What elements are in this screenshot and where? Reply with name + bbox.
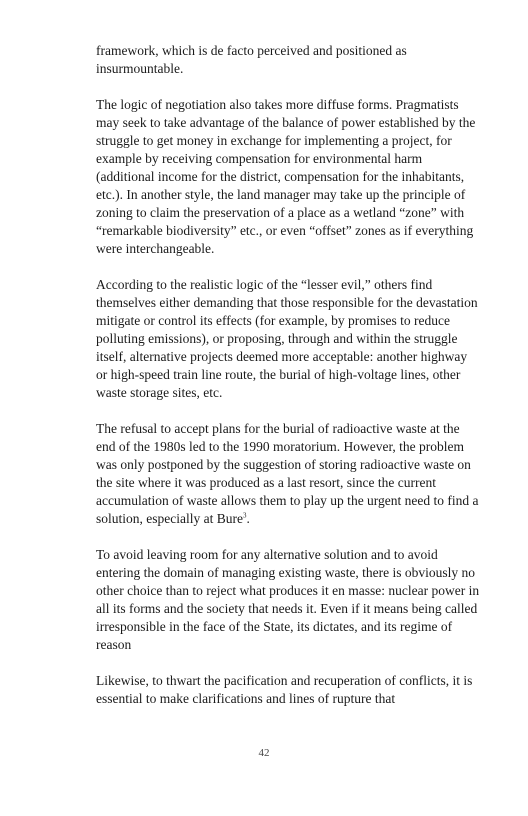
paragraph: Likewise, to thwart the pacification and recuperation of conflicts, it is essential to make clarifications and lines of rupture that — [96, 673, 473, 706]
footnote-reference[interactable]: 3 — [242, 511, 247, 520]
paragraph: According to the realistic logic of the “lesser evil,” others find themselves either demanding that those responsible for the devastation mitigate or control its effects (for example, by promises to reduce polluting emissions), or proposing, through and within the struggle itself, alternative projects deemed more acceptable: another highway or high-speed train line route, the burial of high-voltage lines, other waste storage sites, etc. — [96, 277, 478, 400]
page-number: 42 — [258, 747, 270, 759]
body-text — [96, 42, 480, 726]
paragraph-tail: . — [246, 511, 250, 526]
paragraph-text: The refusal to accept plans for the burial of radioactive waste at the end of the 1980s led to the 1990 moratorium. However, the problem was only postponed by the suggestion of storing radioactive waste on the site where it was produced as a last resort, since the current accumulation of waste allows them to play up the urgent need to find a solution, especially at Bure — [96, 421, 479, 526]
paragraph: framework, which is de facto perceived and positioned as insurmountable. — [96, 43, 407, 76]
paragraph: To avoid leaving room for any alternative solution and to avoid entering the domain of managing existing waste, there is obviously no other choice than to reject what produces it en masse: nuclear power in all its forms and the society that needs it. Even if it means being called irresponsible in the face of the State, its dictates, and its regime of reason — [96, 547, 480, 652]
paragraph: The logic of negotiation also takes more diffuse forms. Pragmatists may seek to take advantage of the balance of power established by the struggle to get money in exchange for implementing a project, for example by receiving compensation for environmental harm (additional income for the district, compensation for the inhabitants, etc.). In another style, the land manager may take up the principle of zoning to claim the preservation of a place as a wetland “zone” with “remarkable biodiversity” etc., or even “offset” zones as if everything were interchangeable. — [96, 97, 476, 256]
paragraph — [96, 420, 480, 528]
